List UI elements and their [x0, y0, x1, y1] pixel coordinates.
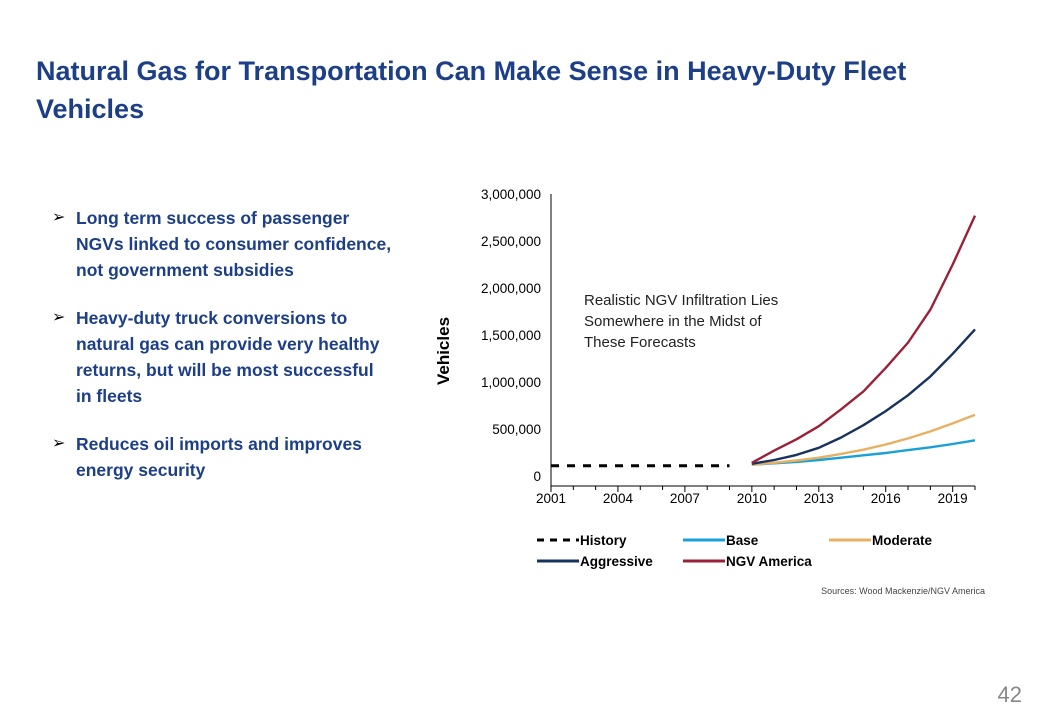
legend-label: History — [580, 533, 627, 548]
x-tick-label: 2019 — [937, 491, 968, 506]
bullet-text: Long term success of passenger NGVs linked to consumer confidence, not government subsidies — [76, 208, 392, 280]
y-tick-label: 3,000,000 — [480, 187, 541, 202]
y-tick-label: 1,000,000 — [480, 375, 541, 390]
y-tick-label: 2,000,000 — [480, 281, 541, 296]
x-tick-label: 2004 — [602, 491, 633, 506]
source-note: Sources: Wood Mackenzie/NGV America — [821, 586, 985, 596]
series-line-aggressive — [752, 329, 975, 463]
legend-label: NGV America — [726, 554, 812, 569]
legend-label: Aggressive — [580, 554, 653, 569]
y-tick-label: 2,500,000 — [480, 234, 541, 249]
bullet-text: Heavy-duty truck conversions to natural gas can provide very healthy returns, but will be most successful in fleets — [76, 308, 380, 406]
legend-label: Base — [726, 533, 759, 548]
chart-annotation — [584, 292, 778, 351]
y-axis-label: Vehicles — [434, 316, 453, 386]
annotation-line: These Forecasts — [584, 334, 696, 351]
y-tick-label: 1,500,000 — [480, 328, 541, 343]
arrow-bullet-icon: ➢ — [52, 309, 66, 326]
page-number: 42 — [997, 682, 1022, 707]
arrow-bullet-icon: ➢ — [52, 435, 66, 452]
annotation-line: Somewhere in the Midst of — [584, 313, 762, 330]
y-tick-label: 0 — [533, 469, 541, 484]
legend-label: Moderate — [872, 533, 933, 548]
arrow-bullet-icon: ➢ — [52, 209, 66, 226]
x-tick-label: 2016 — [870, 491, 901, 506]
x-tick-label: 2010 — [736, 491, 767, 506]
x-tick-label: 2001 — [535, 491, 567, 506]
x-tick-label: 2007 — [669, 491, 700, 506]
x-tick-label: 2013 — [803, 491, 834, 506]
bullet-text: Reduces oil imports and improves energy security — [76, 434, 362, 480]
chart-legend — [537, 533, 933, 569]
annotation-line: Realistic NGV Infiltration Lies — [584, 292, 779, 309]
slide-title: Natural Gas for Transportation Can Make Sense in Heavy-Duty Fleet Vehicles — [36, 56, 907, 124]
y-tick-label: 500,000 — [492, 422, 541, 437]
chart-ticks — [481, 187, 975, 506]
